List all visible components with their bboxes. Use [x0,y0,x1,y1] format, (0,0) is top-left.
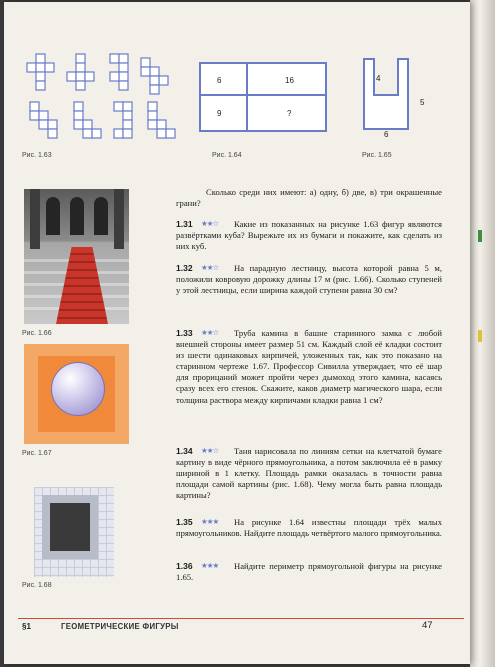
figure-1-65-caption: Рис. 1.65 [362,152,392,159]
section-number: §1 [22,622,31,631]
problem-number: 1.35 [176,517,193,527]
figure-1-67-caption: Рис. 1.67 [22,450,52,457]
intro-text: Сколько среди них имеют: а) одну, б) две, в) три окрашенные грани? [176,187,442,209]
problem-text: На парадную лестницу, высота которой равна 5 м, положили ковровую дорожку длины 17 м (рис. 1.66). Сколько ступеней у этой лестницы, если ширина каждой ступени равна 30 см? [176,263,442,296]
area-top-right: 16 [285,76,294,85]
area-top-left: 6 [217,76,222,85]
figure-1-68-picture-grid [34,487,114,577]
textbook-page [4,2,470,664]
dim-4: 4 [376,74,381,83]
problem-number: 1.32 [176,263,193,273]
problem-text: Какие из показанных на рисунке 1.63 фигур являются развёртками куба? Вырежьте их из бумаги и покажите, как сделать из них куб. [176,219,442,252]
footer-rule [18,618,464,619]
chapter-title: ГЕОМЕТРИЧЕСКИЕ ФИГУРЫ [61,622,179,631]
difficulty-stars: ★★☆ [201,263,219,272]
difficulty-stars: ★★★ [201,517,219,526]
figure-1-67-chimney-bricks [24,344,129,444]
dim-6: 6 [384,130,389,139]
problem-number: 1.33 [176,328,193,338]
problem-text: На рисунке 1.64 известны площади трёх малых прямоугольников. Найдите площадь четвёртого малого прямоугольника. [176,517,442,539]
area-bottom-left: 9 [217,109,222,118]
problem-text: Труба камина в башне старинного замка с любой внешней стороны имеет размер 51 см. Каждый слой её кладки состоит из шести одинаковых кирпичей, уложенных так, как это показано на старинном чертеже 1.67. Профессор Сивилла утверждает, что её шар для прорицаний может пройти через дымоход этого камина, касаясь сразу всех его стенок. Скажите, каков диаметр магического шара, если толщина раствора между кирпичами кладки равна 1 см? [176,328,442,405]
figure-1-63-caption: Рис. 1.63 [22,152,52,159]
difficulty-stars: ★★★ [201,561,219,570]
figure-1-65-shape [362,57,425,137]
crystal-ball [51,362,105,416]
figure-1-68-caption: Рис. 1.68 [22,582,52,589]
figure-1-63-cube-nets [26,52,176,147]
page-edge [470,0,495,667]
problem-number: 1.31 [176,219,193,229]
dim-5: 5 [420,98,425,107]
tab-marker-yellow [478,330,482,342]
figure-1-64-rectangles [199,62,327,132]
figure-1-66-caption: Рис. 1.66 [22,330,52,337]
figure-1-64-caption: Рис. 1.64 [212,152,242,159]
page-number: 47 [422,620,433,631]
figure-1-66-stairs-photo [24,189,129,324]
area-bottom-right: ? [287,109,292,118]
problem-number: 1.36 [176,561,193,571]
difficulty-stars: ★★☆ [201,328,219,337]
problem-text: Таня нарисовала по линиям сетки на клетчатой бумаге картину в виде чёрного прямоугольника, а потом заключила её в рамку шириной в 1 клетку. Площадь рамки оказалась в точности равна площади самой картины (рис. 1.68). Чему могла быть равна площадь картины? [176,446,442,501]
problem-text: Найдите периметр прямоугольной фигуры на рисунке 1.65. [176,561,442,583]
difficulty-stars: ★★☆ [201,219,219,228]
tab-marker-green [478,230,482,242]
difficulty-stars: ★★☆ [201,446,219,455]
black-picture [50,503,90,551]
problem-number: 1.34 [176,446,193,456]
